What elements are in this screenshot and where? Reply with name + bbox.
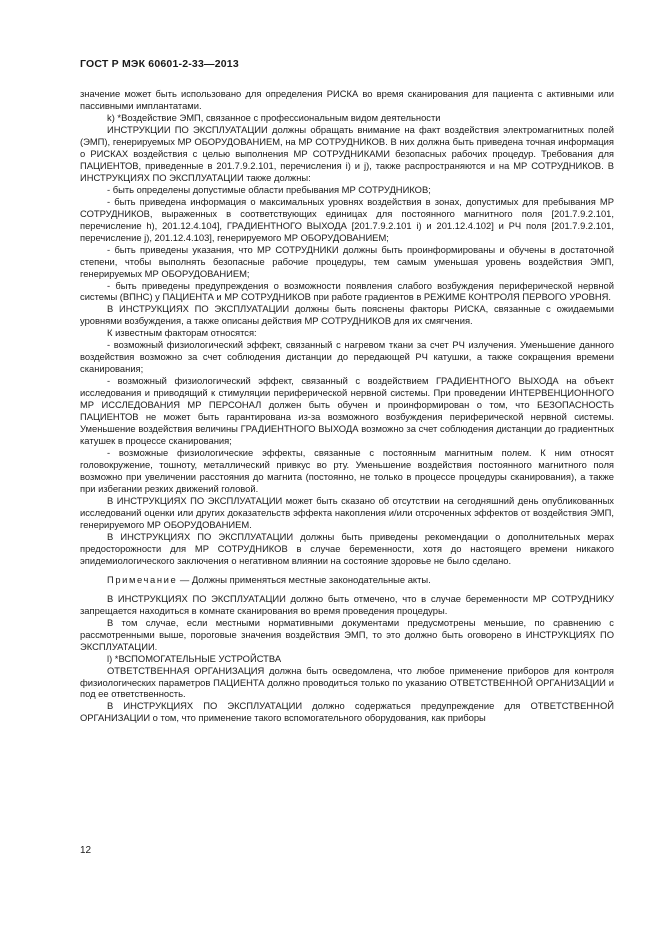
list-item: - быть определены допустимые области пребывания МР СОТРУДНИКОВ; [107, 183, 431, 195]
section-heading-l: l) *ВСПОМОГАТЕЛЬНЫЕ УСТРОЙСТВА [107, 652, 282, 664]
paragraph: В ИНСТРУКЦИЯХ ПО ЭКСПЛУАТАЦИИ может быть сказано об отсутствии на сегодняшний день опубликованных исследований оценки или других доказательств эффекта накопления и/или отсроченных эффектов от воздействия ЭМП, генерируемого МР ОБОРУДОВАНИЕМ. [80, 494, 614, 530]
page-number: 12 [80, 845, 92, 856]
paragraph: В ИНСТРУКЦИЯХ ПО ЭКСПЛУАТАЦИИ должны быть приведены рекомендации о дополнительных мерах предосторожности для МР СОТРУДНИКОВ в случае беременности, хотя до настоящего времени никакого эпидемиологического заключения о негативном влиянии на состояние здоровье не было сделано. [80, 530, 614, 566]
list-item: - возможный физиологический эффект, связанный с воздействием ГРАДИЕНТНОГО ВЫХОДА на объект исследования и приводящий к стимуляции периферической нервной системы. При проведении ИНТЕРВЕНЦИОННОГО МР ИССЛЕДОВАНИЯ МР ПЕРСОНАЛ должен быть обучен и проинформирован о том, что БЕЗОПАСНОСТЬ ПАЦИЕНТОВ не может быть гарантирована из-за возможного возбуждения периферической нервной системы. Уменьшение воздействия величины ГРАДИЕНТНОГО ВЫХОДА возможно за счет соблюдения дистанции до градиентных катушек в процессе сканирования; [80, 375, 614, 447]
paragraph: К известным факторам относятся: [107, 327, 257, 339]
list-item: - быть приведены предупреждения о возможности появления слабого возбуждения периферической нервной системы (ВПНС) у ПАЦИЕНТА и МР СОТРУДНИКОВ при работе градиентов в РЕЖИМЕ КОНТРОЛЯ ПЕРВОГО УРОВНЯ. [80, 279, 614, 303]
document-header: ГОСТ Р МЭК 60601-2-33—2013 [80, 58, 239, 70]
paragraph: В ИНСТРУКЦИЯХ ПО ЭКСПЛУАТАЦИИ должны быть пояснены факторы РИСКА, связанные с ожидаемыми уровнями возбуждения, а также описаны действия МР СОТРУДНИКОВ для их смягчения. [80, 303, 614, 327]
spacer [80, 586, 614, 593]
note-text: — Должны применяться местные законодательные акты. [177, 573, 431, 585]
list-item: - возможный физиологический эффект, связанный с нагревом ткани за счет РЧ излучения. Уменьшение данного воздействия возможно за счет соблюдения дистанции до передающей РЧ катушки, а также сокращения времени сканирования; [80, 339, 614, 375]
note [80, 574, 614, 586]
spacer [80, 567, 614, 574]
document-body [80, 88, 614, 724]
paragraph: В том случае, если местными нормативными документами предусмотрены меньшие, по сравнению с рассмотренными выше, пороговые значения воздействия ЭМП, то это должно быть оговорено в ИНСТРУКЦИЯХ ПО ЭКСПЛУАТАЦИИ. [80, 616, 614, 652]
note-label: Примечание [107, 573, 178, 585]
paragraph: ОТВЕТСТВЕННАЯ ОРГАНИЗАЦИЯ должна быть осведомлена, что любое применение приборов для контроля физиологических параметров ПАЦИЕНТА должно проводиться только по указанию ОТВЕТСТВЕННОЙ ОРГАНИЗАЦИИ и под ее ответственность. [80, 664, 614, 700]
paragraph: В ИНСТРУКЦИЯХ ПО ЭКСПЛУАТАЦИИ должно содержаться предупреждение для ОТВЕТСТВЕННОЙ ОРГАНИЗАЦИИ о том, что применение такого вспомогательного оборудования, как приборы [80, 700, 614, 724]
paragraph: ИНСТРУКЦИИ ПО ЭКСПЛУАТАЦИИ должны обращать внимание на факт воздействия электромагнитных полей (ЭМП), генерируемых МР ОБОРУДОВАНИЕМ, на МР СОТРУДНИКОВ. В них должна быть приведена точная информация о РИСКАХ воздействия с целью выполнения МР СОТРУДНИКАМИ безопасных рабочих процедур. Требования для ПАЦИЕНТОВ, приведенные в 201.7.9.2.101, перечисления i) и j), также распространяются и на МР СОТРУДНИКОВ. В ИНСТРУКЦИЯХ ПО ЭКСПЛУАТАЦИИ также должны: [80, 123, 614, 183]
list-item: - возможные физиологические эффекты, связанные с постоянным магнитным полем. К ним относят головокружение, тошноту, металлический привкус во рту. Уменьшение воздействия постоянного магнитного поля возможно при увеличении расстояния до магнита (постоянно, не только в процессе процедуры сканирования), а также при избегании резких движений головой. [80, 447, 614, 494]
paragraph: значение может быть использовано для определения РИСКА во время сканирования для пациента с активными или пассивными имплантатами. [80, 88, 614, 111]
list-item: - быть приведены указания, что МР СОТРУДНИКИ должны быть проинформированы и обучены в достаточной степени, чтобы выполнять безопасные рабочие процедуры, тем самым уменьшая уровень воздействия ЭМП, генерируемых МР ОБОРУДОВАНИЕМ; [80, 243, 614, 279]
list-item: - быть приведена информация о максимальных уровнях воздействия в зонах, допустимых для пребывания МР СОТРУДНИКОВ, выраженных в соответствующих единицах для постоянного магнитного поля [201.7.9.2.101, перечисление h), 201.12.4.104], ГРАДИЕНТНОГО ВЫХОДА [201.7.9.2.101 i) и 201.12.4.102] и РЧ поля [201.7.9.2.101, перечисление j), 201.12.4.103], генерируемого МР ОБОРУДОВАНИЕМ; [80, 195, 614, 243]
paragraph: В ИНСТРУКЦИЯХ ПО ЭКСПЛУАТАЦИИ должно быть отмечено, что в случае беременности МР СОТРУДНИКУ запрещается находиться в комнате сканирования во время проведения процедуры. [80, 592, 614, 616]
section-heading-k: k) *Воздействие ЭМП, связанное с профессиональным видом деятельности [107, 111, 441, 123]
